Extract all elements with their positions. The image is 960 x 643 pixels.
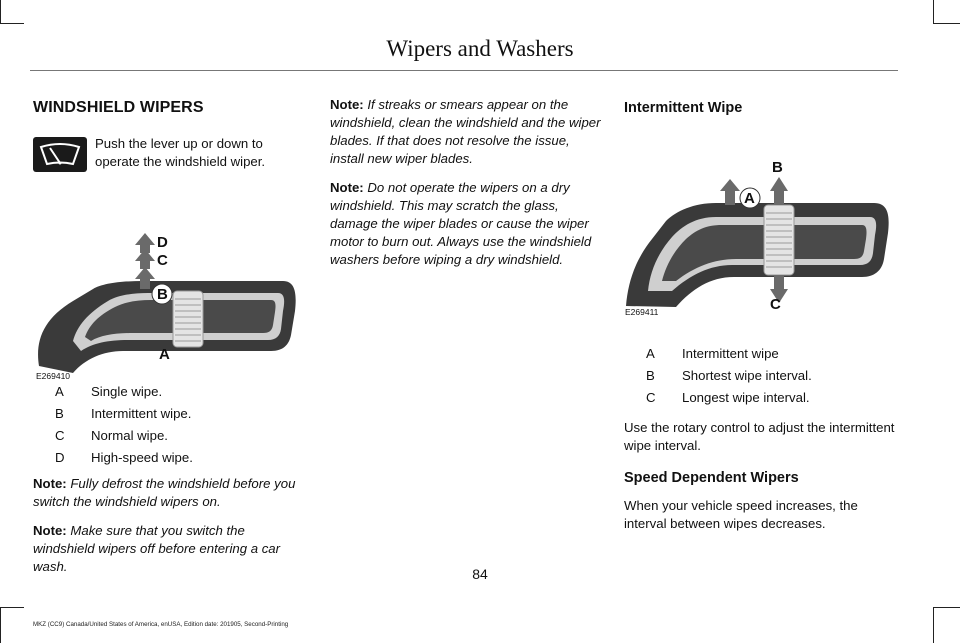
- diagram-label-b: B: [157, 286, 168, 303]
- intermittent-wipe-title: Intermittent Wipe: [624, 100, 743, 116]
- crop-mark: [933, 607, 960, 608]
- crop-mark: [0, 0, 1, 24]
- crop-mark: [933, 0, 934, 24]
- legend-key: B: [646, 368, 655, 383]
- header-rule: [30, 70, 898, 71]
- legend-key: D: [55, 450, 65, 465]
- speed-dependent-title: Speed Dependent Wipers: [624, 470, 799, 486]
- lever-diagram-2: [624, 131, 899, 329]
- legend-value: Single wipe.: [91, 384, 163, 399]
- note-paragraph: [33, 475, 307, 511]
- rotary-ring: [764, 205, 794, 275]
- crop-mark: [0, 23, 24, 24]
- intro-block: [33, 137, 307, 201]
- legend-value: Intermittent wipe: [682, 346, 779, 361]
- column-left: [33, 96, 307, 587]
- speed-paragraph: When your vehicle speed increases, the interval between wipes decreases.: [624, 498, 858, 531]
- legend-value: Intermittent wipe.: [91, 406, 192, 421]
- note-text: Make sure that you switch the windshield wipers off before entering a car wash.: [33, 523, 281, 574]
- legend-value: Shortest wipe interval.: [682, 368, 812, 383]
- page-header-title: Wipers and Washers: [386, 36, 574, 61]
- diagram-label-a: A: [744, 190, 755, 207]
- legend-key: C: [646, 390, 656, 405]
- note-text: Do not operate the wipers on a dry windshield. This may scratch the glass, damage the wiper blades or cause the wiper motor to burn out. Always use the windshield washers before wiping a dry windshield.: [330, 180, 592, 267]
- rotary-paragraph: Use the rotary control to adjust the intermittent wipe interval.: [624, 420, 895, 453]
- legend-item: [33, 425, 307, 447]
- note-label: Note:: [330, 97, 364, 112]
- section-title: WINDSHIELD WIPERS: [33, 99, 204, 116]
- crop-mark: [0, 607, 24, 608]
- legend-key: C: [55, 428, 65, 443]
- note-label: Note:: [330, 180, 364, 195]
- legend-value: High-speed wipe.: [91, 450, 193, 465]
- arrow-up-b-icon: [770, 177, 788, 205]
- legend-item: [624, 365, 899, 387]
- diagram-label-a: A: [159, 346, 170, 363]
- note-paragraph: [330, 179, 605, 269]
- figure-code: E269411: [625, 307, 659, 317]
- legend-item: [33, 447, 307, 469]
- legend-value: Normal wipe.: [91, 428, 168, 443]
- crop-mark: [0, 607, 1, 643]
- arrow-up-a-icon: [720, 179, 740, 205]
- edition-footer: MKZ (CC9) Canada/United States of America, enUSA, Edition date: 201905, Second-Printing: [33, 621, 289, 628]
- legend-item: [624, 387, 899, 409]
- note-text: If streaks or smears appear on the windshield, clean the windshield and the wiper blades. If that does not resolve the issue, install new wiper blades.: [330, 97, 601, 166]
- legend-item: [33, 403, 307, 425]
- note-paragraph: [330, 96, 605, 168]
- diagram-label-b: B: [772, 159, 783, 176]
- diagram-label-c: C: [770, 296, 781, 313]
- legend-key: A: [55, 384, 64, 399]
- figure-code: E269410: [36, 371, 71, 381]
- column-middle: [330, 96, 605, 280]
- legend-list: [33, 381, 307, 469]
- page-number: 84: [472, 566, 488, 582]
- legend-value: Longest wipe interval.: [682, 390, 810, 405]
- intro-text: Push the lever up or down to operate the windshield wiper.: [95, 136, 266, 169]
- lever-diagram-1: [33, 201, 307, 379]
- windshield-wiper-icon: [33, 137, 87, 172]
- legend-key: A: [646, 346, 655, 361]
- legend-item: [33, 381, 307, 403]
- note-label: Note:: [33, 476, 67, 491]
- legend-list: [624, 343, 899, 409]
- diagram-label-c: C: [157, 252, 168, 269]
- arrow-up-c-icon: [135, 249, 155, 269]
- legend-key: B: [55, 406, 64, 421]
- column-right: [624, 96, 899, 544]
- note-text: Fully defrost the windshield before you switch the windshield wipers on.: [33, 476, 296, 509]
- crop-mark: [933, 607, 934, 643]
- legend-item: [624, 343, 899, 365]
- note-label: Note:: [33, 523, 67, 538]
- diagram-label-d: D: [157, 234, 168, 251]
- crop-mark: [933, 23, 960, 24]
